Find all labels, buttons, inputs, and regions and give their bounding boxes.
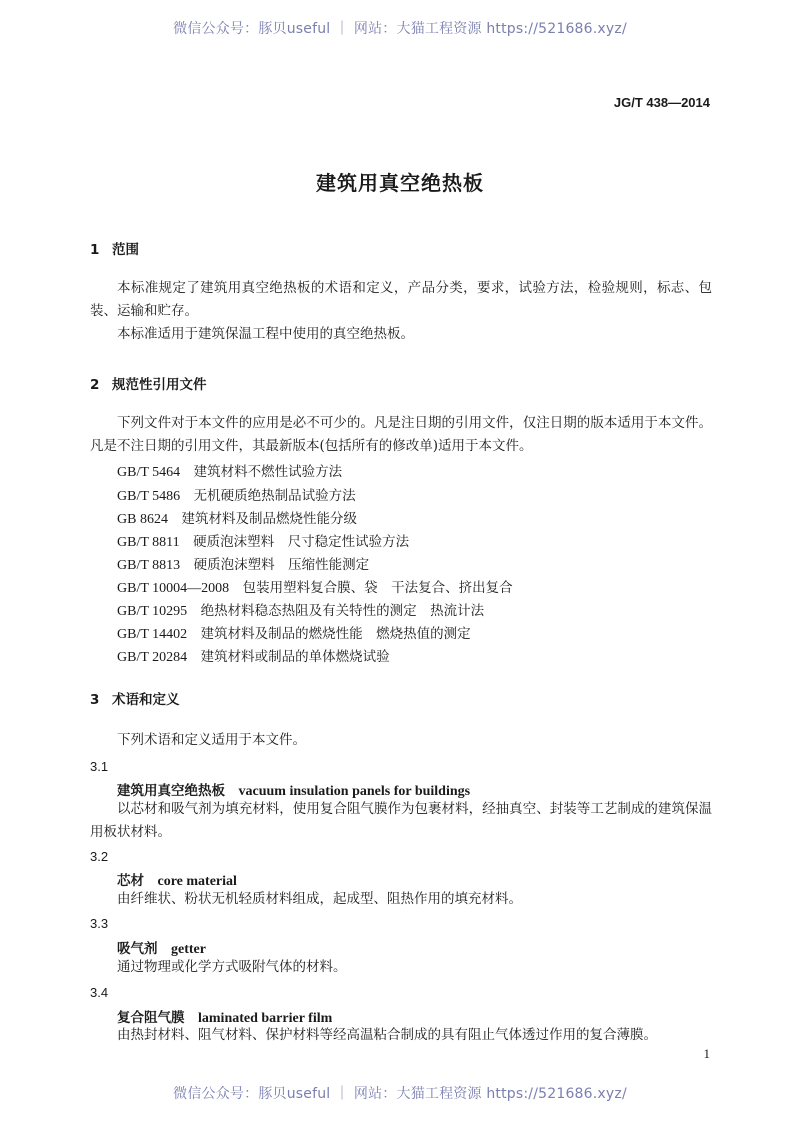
term-english: vacuum insulation panels for buildings: [238, 784, 471, 799]
section-2-heading: [90, 373, 207, 393]
section-1-paragraph-2: 本标准适用于建筑保温工程中使用的真空绝热板。: [117, 326, 414, 342]
term-chinese: 吸气剂: [117, 941, 158, 957]
reference-code: GB/T 20284: [117, 650, 188, 665]
reference-item: [117, 460, 342, 481]
term-definition: 由热封材料、阻气材料、保护材料等经高温粘合制成的具有阻止气体透过作用的复合薄膜。: [117, 1027, 657, 1043]
reference-code: GB/T 5464: [117, 465, 181, 480]
clause-number: 3.3: [90, 916, 109, 931]
term-english: getter: [171, 942, 206, 957]
term-definition: 以芯材和吸气剂为填充材料，使用复合阻气膜作为包裹材料，经抽真空、封装等工艺制成的建筑保温用板状材料。: [90, 801, 712, 840]
reference-item: [117, 484, 356, 505]
reference-code: GB 8624: [117, 512, 168, 527]
term-chinese: 复合阻气膜: [117, 1010, 185, 1026]
section-title: 规范性引用文件: [112, 377, 207, 393]
reference-title: 硬质泡沫塑料 压缩性能测定: [193, 557, 370, 573]
reference-code: GB/T 10004—2008: [117, 581, 230, 596]
section-1-paragraph-1: 本标准规定了建筑用真空绝热板的术语和定义，产品分类，要求，试验方法，检验规则，标志、包装、运输和贮存。: [90, 280, 712, 319]
reference-title: 绝热材料稳态热阻及有关特性的测定 热流计法: [200, 603, 485, 619]
term-english: core material: [157, 874, 237, 889]
reference-item: [117, 576, 513, 597]
section-number: 2: [90, 377, 100, 393]
page-number: 1: [703, 1046, 710, 1061]
reference-title: 硬质泡沫塑料 尺寸稳定性试验方法: [193, 534, 410, 550]
reference-item: [117, 507, 357, 528]
section-title: 术语和定义: [112, 692, 180, 708]
term-chinese: 芯材: [117, 873, 144, 889]
reference-title: 建筑材料及制品的燃烧性能 燃烧热值的测定: [200, 626, 471, 642]
section-3-intro: 下列术语和定义适用于本文件。: [117, 732, 306, 748]
reference-item: [117, 645, 390, 666]
section-title: 范围: [112, 242, 139, 258]
reference-item: [117, 553, 369, 574]
watermark-top: 微信公众号：豚贝useful ｜ 网站：大猫工程资源 https://521686.xyz/: [173, 21, 627, 37]
clause-number: 3.1: [90, 759, 109, 774]
document-title: 建筑用真空绝热板: [316, 171, 484, 195]
term-chinese: 建筑用真空绝热板: [117, 783, 225, 799]
reference-code: GB/T 5486: [117, 489, 181, 504]
section-3-heading: [90, 688, 180, 708]
standard-code: JG/T 438—2014: [613, 95, 710, 110]
section-number: 3: [90, 692, 100, 708]
clause-number: 3.2: [90, 849, 109, 864]
term-definition: 由纤维状、粉状无机轻质材料组成，起成型、阻热作用的填充材料。: [117, 891, 522, 907]
reference-code: GB/T 8811: [117, 535, 180, 550]
term-heading: [117, 779, 470, 800]
reference-code: GB/T 14402: [117, 627, 188, 642]
reference-code: GB/T 8813: [117, 558, 181, 573]
reference-title: 包装用塑料复合膜、袋 干法复合、挤出复合: [242, 580, 513, 596]
term-definition: 通过物理或化学方式吸附气体的材料。: [117, 959, 347, 975]
section-1-heading: [90, 238, 139, 258]
reference-item: [117, 622, 471, 643]
term-english: laminated barrier film: [198, 1011, 333, 1026]
reference-title: 无机硬质绝热制品试验方法: [193, 488, 356, 504]
reference-code: GB/T 10295: [117, 604, 188, 619]
term-heading: [117, 869, 237, 890]
section-2-intro: 下列文件对于本文件的应用是必不可少的。凡是注日期的引用文件，仅注日期的版本适用于本文件。凡是不注日期的引用文件，其最新版本(包括所有的修改单)适用于本文件。: [90, 415, 712, 454]
section-number: 1: [90, 242, 100, 258]
reference-item: [117, 530, 409, 551]
reference-title: 建筑材料不燃性试验方法: [193, 464, 343, 480]
reference-title: 建筑材料及制品燃烧性能分级: [181, 511, 357, 527]
clause-number: 3.4: [90, 985, 109, 1000]
reference-title: 建筑材料或制品的单体燃烧试验: [200, 649, 390, 665]
watermark-bottom: 微信公众号：豚贝useful ｜ 网站：大猫工程资源 https://521686.xyz/: [173, 1086, 627, 1102]
reference-item: [117, 599, 484, 620]
term-heading: [117, 937, 206, 958]
